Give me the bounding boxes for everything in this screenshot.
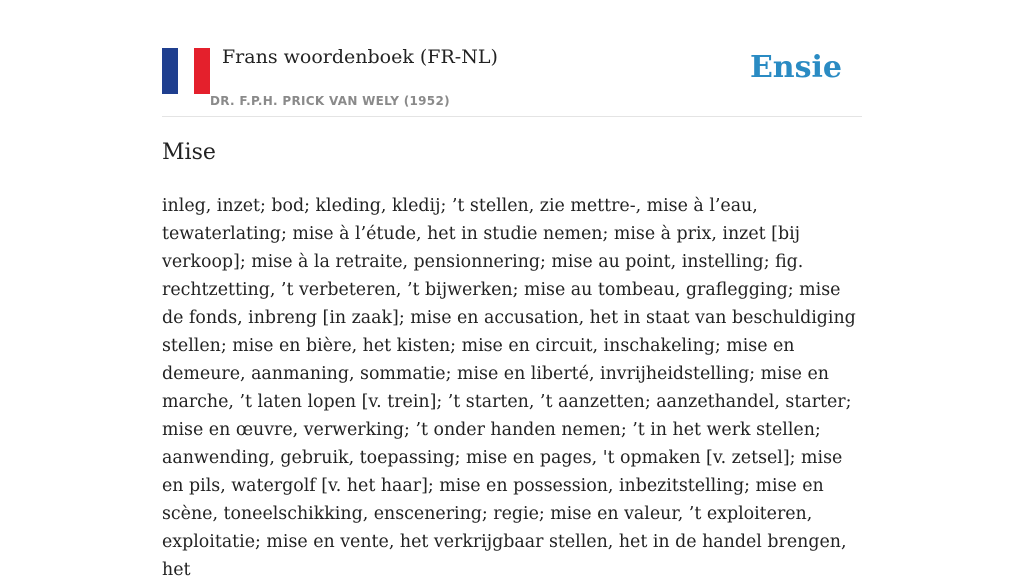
- dictionary-header: [162, 40, 862, 117]
- flag-stripe-blue: [162, 48, 178, 94]
- entry-headword: Mise: [162, 140, 216, 165]
- brand-logo[interactable]: Ensie: [749, 50, 842, 85]
- dictionary-author: DR. F.P.H. PRICK VAN WELY (1952): [210, 94, 450, 108]
- flag-stripe-red: [194, 48, 210, 94]
- french-flag-icon: [162, 48, 210, 94]
- entry-definition: inleg, inzet; bod; kleding, kledij; ’t stellen, zie mettre-, mise à l’eau, tewaterlating; mise à l’étude, het in studie nemen; mise à prix, inzet [bij verkoop]; mise à la retraite, pensionnering; mise au point, instelling; fig. rechtzetting, ’t verbeteren, ’t bijwerken; mise au tombeau, graflegging; mise de fonds, inbreng [in zaak]; mise en accusation, het in staat van beschuldiging stellen; mise en bière, het kisten; mise en circuit, inschakeling; mise en demeure, aanmaning, sommatie; mise en liberté, invrijheidstelling; mise en marche, ’t laten lopen [v. trein]; ’t starten, ’t aanzetten; aanzethandel, starter; mise en œuvre, verwerking; ’t onder handen nemen; ’t in het werk stellen; aanwending, gebruik, toepassing; mise en pages, 't opmaken [v. zetsel]; mise en pils, watergolf [v. het haar]; mise en possession, inbezitstelling; mise en scène, toneelschikking, enscenering; regie; mise en valeur, ’t exploiteren, exploitatie; mise en vente, het verkrijgbaar stellen, het in de handel brengen, het: [162, 196, 856, 580]
- dictionary-title[interactable]: Frans woordenboek (FR-NL): [222, 46, 498, 68]
- flag-stripe-white: [178, 48, 194, 94]
